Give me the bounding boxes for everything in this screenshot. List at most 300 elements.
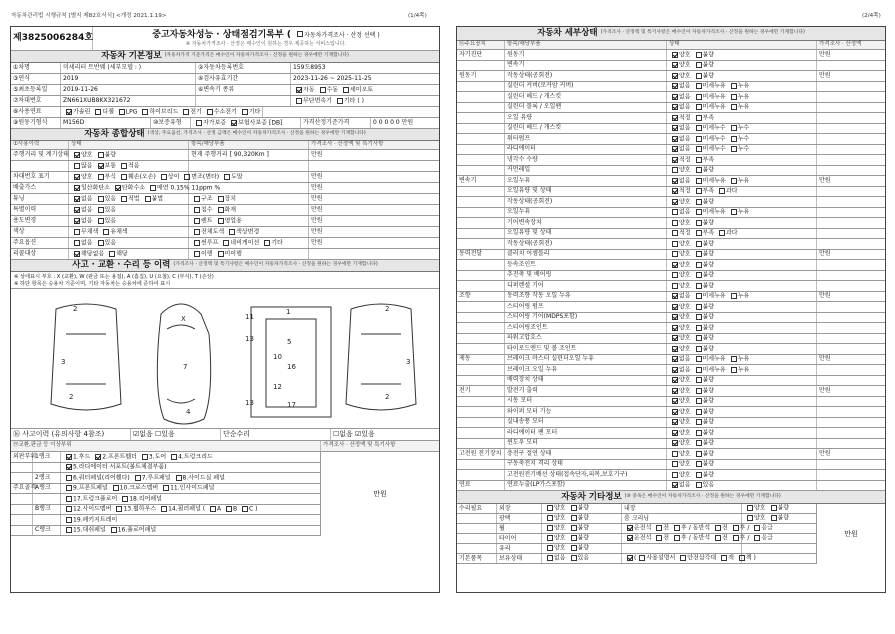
checkbox[interactable] (696, 241, 702, 247)
checkbox[interactable] (672, 241, 678, 247)
cell (817, 323, 885, 333)
checkbox[interactable] (696, 367, 702, 373)
checkbox[interactable] (74, 251, 80, 257)
checkbox[interactable] (116, 506, 122, 512)
exchange-row (11, 484, 320, 495)
checkbox[interactable] (672, 419, 678, 425)
checkbox[interactable] (672, 367, 678, 373)
checkbox[interactable] (207, 109, 213, 115)
cell (33, 463, 61, 473)
checkbox[interactable] (696, 419, 702, 425)
checkbox[interactable] (696, 94, 702, 100)
cell: 시동 모터 (505, 397, 667, 407)
detail-row (457, 260, 885, 271)
checkbox[interactable] (98, 163, 104, 169)
checkbox[interactable] (109, 251, 115, 257)
cell: 양호 불량 (667, 239, 817, 249)
checkbox[interactable] (696, 346, 702, 352)
checkbox[interactable] (696, 388, 702, 394)
checkbox[interactable] (98, 207, 104, 213)
checkbox[interactable] (696, 104, 702, 110)
cell: 용도변경 (11, 216, 69, 226)
checkbox[interactable] (296, 98, 302, 104)
checkbox[interactable] (696, 125, 702, 131)
checkbox[interactable] (161, 174, 167, 180)
checkbox[interactable] (672, 377, 678, 383)
svg-text:13: 13 (245, 399, 254, 407)
cell: 없음 있음 적법 불법 (69, 194, 189, 204)
checkbox[interactable] (696, 262, 702, 268)
checkbox[interactable] (696, 178, 702, 184)
detail-row (457, 460, 885, 471)
checkbox[interactable] (121, 196, 127, 202)
cell: 등속조인트 (505, 260, 667, 270)
checkbox[interactable] (218, 196, 224, 202)
checkbox[interactable] (672, 272, 678, 278)
checkbox[interactable] (721, 555, 727, 561)
checkbox[interactable] (696, 73, 702, 79)
checkbox[interactable] (739, 555, 745, 561)
checkbox[interactable] (672, 83, 678, 89)
checkbox[interactable] (696, 304, 702, 310)
checkbox[interactable] (672, 230, 678, 236)
checkbox[interactable] (66, 454, 72, 460)
checkbox[interactable] (194, 229, 200, 235)
checkbox[interactable] (731, 94, 737, 100)
checkbox[interactable] (771, 505, 777, 511)
checkbox[interactable] (627, 555, 633, 561)
record-number: 제 3825006284호 (11, 27, 93, 50)
cell: 연료 (457, 481, 505, 491)
checkbox[interactable] (571, 545, 577, 551)
cell (742, 554, 816, 563)
detail-row (457, 323, 885, 334)
cell: 양호 불량 (667, 271, 817, 281)
detail-row (457, 61, 885, 72)
checkbox[interactable] (672, 220, 678, 226)
checkbox[interactable] (264, 240, 270, 246)
checkbox[interactable] (571, 515, 577, 521)
cell: 배출가스 (11, 183, 69, 193)
checkbox[interactable] (656, 525, 662, 531)
cell: 양호 불량 (542, 524, 622, 533)
checkbox[interactable] (571, 535, 577, 541)
checkbox[interactable] (696, 115, 702, 121)
accident-header: 사고 · 교환 · 수리 등 이력 (가격조사 · 산정액 및 특기사항은 매수인이 자동차가격조사 · 산정을 원하는 경우에만 기재합니다) (11, 260, 439, 272)
checkbox[interactable] (115, 185, 121, 191)
cell (817, 271, 885, 281)
checkbox[interactable] (66, 506, 72, 512)
checkbox[interactable] (74, 152, 80, 158)
checkbox[interactable] (672, 440, 678, 446)
checkbox[interactable] (171, 454, 177, 460)
checkbox[interactable] (223, 240, 229, 246)
checkbox[interactable] (747, 515, 753, 521)
checkbox[interactable] (145, 196, 151, 202)
checkbox[interactable] (571, 525, 577, 531)
checkbox[interactable] (194, 196, 200, 202)
checkbox[interactable] (672, 335, 678, 341)
checkbox[interactable] (113, 485, 119, 491)
checkbox[interactable] (696, 136, 702, 142)
checkbox[interactable] (121, 163, 127, 169)
checkbox[interactable] (696, 356, 702, 362)
checkbox[interactable] (66, 517, 72, 523)
cell: 제동 (457, 355, 505, 365)
checkbox[interactable] (98, 196, 104, 202)
checkbox[interactable] (218, 218, 224, 224)
checkbox[interactable] (696, 482, 702, 488)
checkbox[interactable] (343, 87, 349, 93)
checkbox[interactable] (74, 229, 80, 235)
cell: 없음 미세누유 누유 (667, 292, 817, 302)
status-row (11, 150, 439, 161)
cell: 양호 불량 (667, 376, 817, 386)
checkbox[interactable] (696, 62, 702, 68)
cell (817, 82, 885, 92)
checkbox[interactable] (672, 293, 678, 299)
checkbox[interactable] (672, 251, 678, 257)
cell: 외장 (497, 504, 542, 513)
checkbox[interactable] (98, 152, 104, 158)
checkbox[interactable] (547, 555, 553, 561)
checkbox[interactable] (731, 136, 737, 142)
checkbox[interactable] (731, 356, 737, 362)
cell: 실내송풍 모터 (505, 418, 667, 428)
checkbox[interactable] (98, 218, 104, 224)
checkbox[interactable] (672, 461, 678, 467)
checkbox[interactable] (320, 87, 326, 93)
cell: 윈도우 모터 (505, 439, 667, 449)
checkbox[interactable] (547, 545, 553, 551)
checkbox[interactable] (672, 136, 678, 142)
checkbox[interactable] (66, 475, 72, 481)
checkbox[interactable] (731, 146, 737, 152)
checkbox[interactable] (672, 482, 678, 488)
page-number-left: (1/4쪽) (408, 13, 427, 19)
cell (457, 439, 505, 449)
checkbox[interactable] (672, 94, 678, 100)
detail-row (457, 397, 885, 408)
checkbox[interactable] (66, 527, 72, 533)
checkbox[interactable] (731, 293, 737, 299)
checkbox[interactable] (696, 199, 702, 205)
checkbox[interactable] (74, 174, 80, 180)
other-price: 만원 (844, 529, 858, 538)
cell: 없음 있음 (542, 554, 622, 563)
cell: 내장 (622, 504, 742, 513)
checkbox[interactable] (696, 314, 702, 320)
detail-row (457, 470, 885, 481)
checkbox[interactable] (696, 451, 702, 457)
checkbox[interactable] (672, 115, 678, 121)
doc-title: 중고자동차성능 · 상태점검기록부 ( (152, 29, 291, 40)
page-number-right: (2/4쪽) (862, 13, 881, 19)
checkbox[interactable] (242, 506, 248, 512)
checkbox[interactable] (680, 555, 686, 561)
checkbox[interactable] (672, 167, 678, 173)
cell: 커먼레일 (505, 166, 667, 176)
cell (817, 407, 885, 417)
status-row (11, 249, 439, 260)
checkbox[interactable] (571, 505, 577, 511)
checkbox[interactable] (122, 496, 128, 502)
checkbox[interactable] (731, 125, 737, 131)
cell (817, 334, 885, 344)
checkbox[interactable] (696, 377, 702, 383)
checkbox[interactable] (719, 230, 725, 236)
cell: 양호 불량 (667, 439, 817, 449)
svg-text:2: 2 (69, 393, 74, 401)
checkbox[interactable] (571, 555, 577, 561)
cell: 브레이크 마스터 실린더오일 누유 (505, 355, 667, 365)
cell: 실린더 커버(로커암 커버) (505, 82, 667, 92)
cell (817, 428, 885, 438)
checkbox[interactable] (696, 83, 702, 89)
cell: 양호 불량 (667, 344, 817, 354)
checkbox[interactable] (696, 220, 702, 226)
checkbox[interactable] (731, 209, 737, 215)
checkbox[interactable] (672, 398, 678, 404)
checkbox[interactable] (337, 98, 343, 104)
checkbox[interactable] (194, 218, 200, 224)
checkbox[interactable] (672, 325, 678, 331)
cell: 없음 미세누유 누유 (667, 176, 817, 186)
cell (817, 376, 885, 386)
checkbox[interactable] (672, 262, 678, 268)
cell (457, 155, 505, 165)
checkbox[interactable] (229, 229, 235, 235)
checkbox[interactable] (733, 535, 739, 541)
cell: 현재 주행거리 [ 90,320Km ] (189, 150, 309, 160)
checkbox[interactable] (218, 251, 224, 257)
checkbox[interactable] (184, 174, 190, 180)
cell: 실린더 헤드 / 개스킷 (505, 92, 667, 102)
cell (817, 197, 885, 207)
cell: 양호 불량 (667, 197, 817, 207)
checkbox[interactable] (715, 525, 721, 531)
checkbox[interactable] (696, 209, 702, 215)
detail-row (457, 439, 885, 450)
checkbox[interactable] (733, 525, 739, 531)
cell: 양호 불량 (667, 407, 817, 417)
checkbox[interactable] (672, 356, 678, 362)
checkbox[interactable] (547, 515, 553, 521)
checkbox[interactable] (747, 505, 753, 511)
checkbox[interactable] (74, 196, 80, 202)
checkbox[interactable] (242, 109, 248, 115)
checkbox[interactable] (672, 304, 678, 310)
checkbox[interactable] (74, 163, 80, 169)
checkbox[interactable] (672, 125, 678, 131)
checkbox[interactable] (196, 120, 202, 126)
checkbox[interactable] (696, 52, 702, 58)
svg-text:3: 3 (61, 358, 66, 366)
checkbox[interactable] (218, 207, 224, 213)
checkbox[interactable] (656, 535, 662, 541)
checkbox[interactable] (226, 506, 232, 512)
cell: 양호 불량 (667, 281, 817, 291)
cell: 15.대쉬패널 16.플로어패널 (61, 526, 320, 536)
checkbox[interactable] (296, 87, 302, 93)
checkbox[interactable] (210, 506, 216, 512)
checkbox[interactable] (696, 157, 702, 163)
cell: 12.사이드멤버 13.휠하우스 14.필러패널 ( A B C ) (61, 505, 320, 515)
cell: 주행거리 및 계기상태 (13, 151, 69, 158)
checkbox[interactable] (672, 451, 678, 457)
checkbox[interactable] (672, 73, 678, 79)
checkbox[interactable] (696, 430, 702, 436)
checkbox[interactable] (672, 157, 678, 163)
cell: 없음 미세누수 누수 (667, 124, 817, 134)
checkbox[interactable] (74, 218, 80, 224)
checkbox[interactable] (194, 207, 200, 213)
checkbox[interactable] (95, 109, 101, 115)
cell (457, 323, 505, 333)
cell: 양호 불량 (667, 460, 817, 470)
detail-row (457, 71, 885, 82)
cell: 2019-11-26 (61, 85, 196, 95)
checkbox[interactable] (672, 409, 678, 415)
checkbox[interactable] (731, 83, 737, 89)
checkbox[interactable] (672, 283, 678, 289)
checkbox[interactable] (715, 535, 721, 541)
exchange-row (11, 526, 320, 537)
checkbox[interactable] (754, 535, 760, 541)
checkbox[interactable] (696, 335, 702, 341)
checkbox[interactable] (163, 485, 169, 491)
checkbox[interactable] (150, 185, 156, 191)
cell: 해당없음 해당 (69, 249, 189, 259)
checkbox[interactable] (66, 485, 72, 491)
checkbox[interactable] (135, 475, 141, 481)
basic-info-row (11, 118, 439, 129)
checkbox[interactable] (771, 515, 777, 521)
checkbox[interactable] (731, 367, 737, 373)
checkbox[interactable] (696, 283, 702, 289)
checkbox[interactable] (672, 178, 678, 184)
checkbox[interactable] (696, 188, 702, 194)
checkbox[interactable] (674, 535, 680, 541)
checkbox[interactable] (627, 525, 633, 531)
checkbox[interactable] (696, 472, 702, 478)
checkbox[interactable] (547, 535, 553, 541)
checkbox[interactable] (103, 229, 109, 235)
checkbox[interactable] (66, 496, 72, 502)
checkbox[interactable] (672, 346, 678, 352)
cell (457, 428, 505, 438)
detail-header: 자동차 세부상태 (가격조사 · 산정액 및 특기사항은 매수인이 자동차가격조사 · 산정을 원하는 경우에만 기재합니다) (457, 27, 885, 41)
checkbox[interactable] (74, 240, 80, 246)
checkbox[interactable] (66, 464, 72, 470)
checkbox[interactable] (672, 388, 678, 394)
cell: 없음 있음 (667, 481, 817, 491)
checkbox[interactable] (672, 188, 678, 194)
svg-text:1: 1 (286, 308, 291, 316)
cell: 적정 부족 (667, 113, 817, 123)
checkbox[interactable] (672, 104, 678, 110)
detail-row (457, 134, 885, 145)
checkbox[interactable] (74, 207, 80, 213)
cell: 양호 불량 (667, 166, 817, 176)
checkbox[interactable] (672, 62, 678, 68)
checkbox[interactable] (696, 398, 702, 404)
cell: 스티어링조인트 (505, 323, 667, 333)
cell: 양호 불량 (667, 397, 817, 407)
checkbox[interactable] (98, 174, 104, 180)
checkbox[interactable] (719, 188, 725, 194)
checkbox[interactable] (142, 109, 148, 115)
checkbox[interactable] (111, 527, 117, 533)
checkbox[interactable] (161, 506, 167, 512)
checkbox[interactable] (672, 209, 678, 215)
checkbox[interactable] (224, 174, 230, 180)
checkbox[interactable] (121, 174, 127, 180)
checkbox[interactable] (231, 120, 237, 126)
overall-status-table (11, 150, 439, 260)
checkbox[interactable] (74, 185, 80, 191)
cell: 만원 (311, 195, 323, 202)
other-info-header: 자동차 기타정보 (⑩ 중독은 매수인이 자동차가격조사 · 산정을 원하는 경우에만 기재합니다) (457, 491, 885, 504)
checkbox[interactable] (639, 555, 645, 561)
checkbox[interactable] (696, 293, 702, 299)
checkbox[interactable] (547, 525, 553, 531)
checkbox[interactable] (672, 199, 678, 205)
checkbox[interactable] (672, 146, 678, 152)
checkbox[interactable] (176, 475, 182, 481)
checkbox[interactable] (194, 251, 200, 257)
cell: 주요골격 (13, 484, 37, 492)
checkbox[interactable] (66, 109, 72, 115)
detail-row (457, 103, 885, 114)
cell: 만원 (819, 71, 831, 79)
checkbox[interactable] (672, 472, 678, 478)
checkbox[interactable] (696, 409, 702, 415)
checkbox[interactable] (696, 251, 702, 257)
checkbox[interactable] (672, 52, 678, 58)
checkbox[interactable] (731, 178, 737, 184)
checkbox[interactable] (731, 104, 737, 110)
cell (817, 239, 885, 249)
checkbox[interactable] (696, 440, 702, 446)
cell: 159도8953 (293, 64, 326, 71)
checkbox[interactable] (119, 109, 125, 115)
checkbox[interactable] (98, 240, 104, 246)
checkbox[interactable] (547, 505, 553, 511)
checkbox[interactable] (696, 167, 702, 173)
checkbox[interactable] (696, 230, 702, 236)
cell: 양호 부식 훼손(오손) 상이 변조(변타) 도말 (69, 172, 189, 182)
checkbox[interactable] (696, 272, 702, 278)
checkbox[interactable] (696, 146, 702, 152)
cell: ②자동차등록번호 (196, 63, 291, 73)
checkbox[interactable] (95, 454, 101, 460)
checkbox[interactable] (194, 240, 200, 246)
checkbox[interactable] (696, 461, 702, 467)
checkbox[interactable] (142, 454, 148, 460)
checkbox[interactable] (674, 525, 680, 531)
checkbox[interactable] (754, 525, 760, 531)
other-info-row (457, 534, 816, 544)
cell: 양호 불량 (667, 61, 817, 71)
checkbox[interactable] (672, 430, 678, 436)
checkbox[interactable] (672, 314, 678, 320)
checkbox[interactable] (696, 325, 702, 331)
detail-row (457, 302, 885, 313)
status-row (11, 172, 439, 183)
checkbox[interactable] (627, 535, 633, 541)
checkbox[interactable] (183, 109, 189, 115)
